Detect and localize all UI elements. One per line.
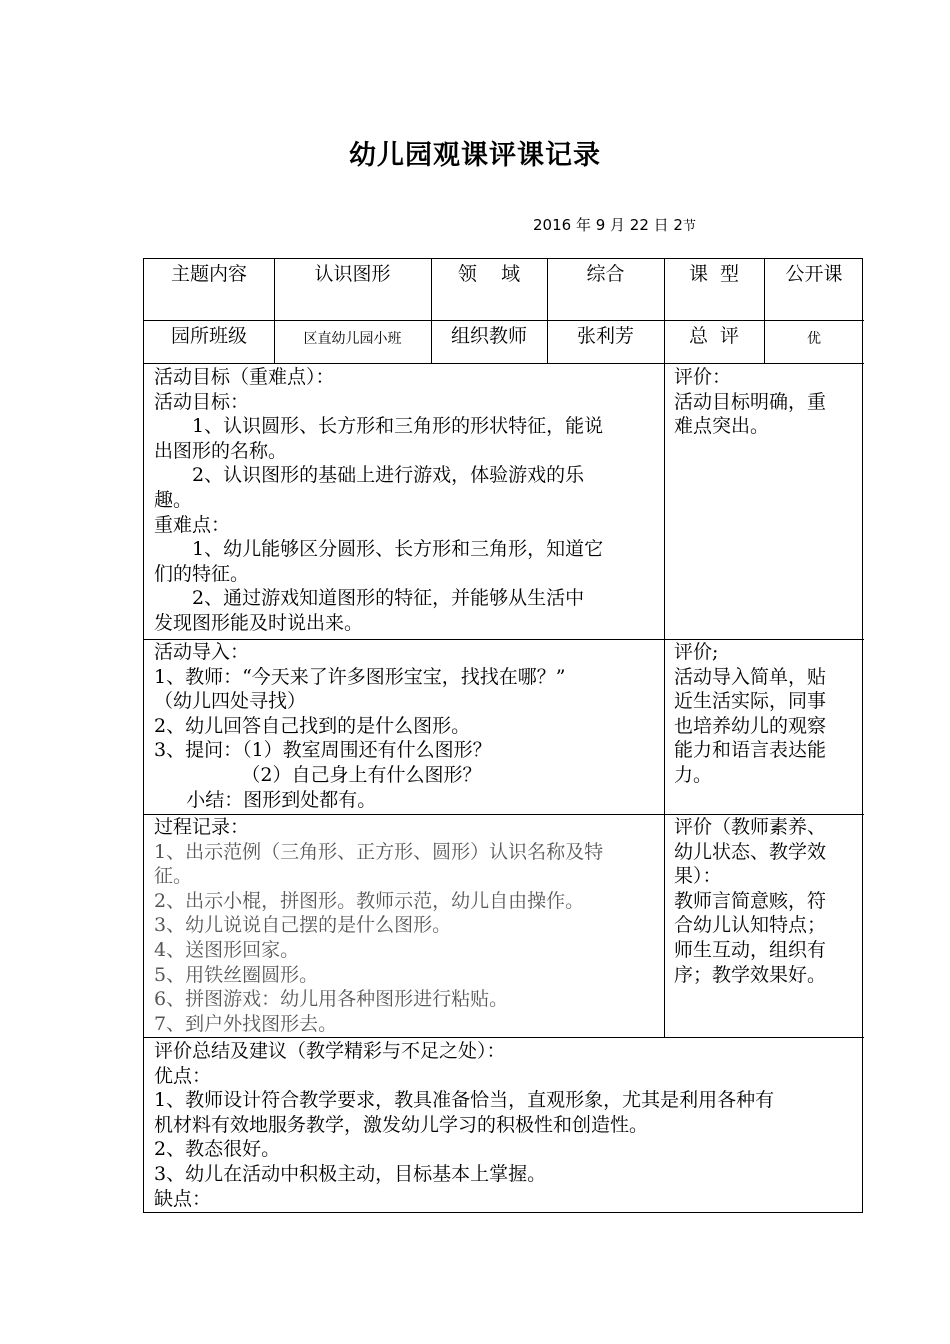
- eval-line: 合幼儿认知特点；: [674, 914, 827, 937]
- process-line: 1、出示范例（三角形、正方形、圆形）认识名称及特: [154, 840, 604, 863]
- keypoint-line: 们的特征。: [154, 562, 250, 585]
- process-section: [154, 815, 659, 1036]
- keypoints-subheading: 重难点：: [154, 513, 231, 536]
- intro-summary: 小结：图形到处都有。: [186, 788, 377, 811]
- eval-line: 教师言简意赅，符: [674, 889, 827, 912]
- pros-line: 3、幼儿在活动中积极主动，目标基本上掌握。: [154, 1162, 547, 1185]
- goals-evaluation: [674, 365, 860, 439]
- date-text: 2016 年 9 月 22 日 2: [533, 216, 683, 234]
- value-lesson-type: 公开课: [785, 263, 843, 285]
- date-line: [533, 214, 696, 235]
- intro-line: 1、教师：“今天来了许多图形宝宝，找找在哪？”: [154, 665, 566, 688]
- evaluation-table: [143, 258, 863, 1213]
- goals-subheading: 活动目标：: [154, 390, 250, 413]
- value-domain: 综合: [586, 263, 625, 285]
- eval-line: 力。: [674, 763, 713, 786]
- goal-line: 1、认识圆形、长方形和三角形的形状特征，能说: [192, 415, 604, 438]
- pros-line: 2、教态很好。: [154, 1138, 281, 1161]
- process-line: 4、送图形回家。: [154, 938, 300, 961]
- process-line: 5、用铁丝圈圆形。: [154, 963, 319, 986]
- summary-heading: 评价总结及建议（教学精彩与不足之处）：: [154, 1040, 506, 1062]
- eval-line: 幼儿状态、教学效: [674, 840, 827, 863]
- summary-section: [154, 1039, 859, 1211]
- process-line: 3、幼儿说说自己摆的是什么图形。: [154, 914, 452, 937]
- pros-label: 优点：: [154, 1064, 212, 1087]
- page-title: 幼儿园观课评课记录: [349, 140, 601, 171]
- label-teacher: 组织教师: [450, 325, 527, 347]
- value-class: 区直幼儿园小班: [303, 331, 402, 347]
- eval-line: 难点突出。: [674, 415, 770, 438]
- eval-line: 活动目标明确，重: [674, 390, 827, 413]
- label-overall: 总 评: [688, 325, 740, 347]
- pros-line: 机材料有效地服务教学，激发幼儿学习的积极性和创造性。: [154, 1113, 649, 1136]
- process-evaluation: [674, 815, 860, 987]
- process-line: 6、拼图游戏：幼儿用各种图形进行粘贴。: [154, 988, 509, 1011]
- date-suffix: 节: [682, 219, 696, 234]
- eval-line: 师生互动，组织有: [674, 938, 827, 961]
- process-line: 征。: [154, 865, 193, 888]
- value-topic: 认识图形: [314, 263, 391, 285]
- goals-heading: 活动目标（重难点）：: [154, 366, 335, 388]
- goal-line: 出图形的名称。: [154, 439, 288, 462]
- intro-line: 2、幼儿回答自己找到的是什么图形。: [154, 714, 471, 737]
- eval-line: 能力和语言表达能: [674, 739, 827, 762]
- label-topic: 主题内容: [170, 263, 247, 285]
- value-overall: 优: [807, 331, 821, 347]
- intro-line: 3、提问：（1）教室周围还有什么图形？: [154, 739, 492, 762]
- label-class: 园所班级: [170, 325, 247, 347]
- eval-line: 也培养幼儿的观察: [674, 714, 827, 737]
- eval-label: 评价：: [674, 366, 732, 388]
- process-heading: 过程记录：: [154, 816, 250, 838]
- eval-line: 评价（教师素养、: [674, 816, 827, 838]
- eval-line: 果）：: [674, 865, 722, 888]
- intro-line: （2）自己身上有什么图形？: [241, 763, 482, 786]
- intro-evaluation: [674, 640, 860, 788]
- pros-line: 1、教师设计符合教学要求，教具准备恰当，直观形象，尤其是利用各种有: [154, 1089, 775, 1112]
- value-teacher: 张利芳: [576, 325, 634, 347]
- label-lesson-type: 课 型: [688, 263, 740, 285]
- intro-section: [154, 640, 659, 812]
- cons-label: 缺点：: [154, 1187, 212, 1210]
- eval-line: 活动导入简单，贴: [674, 665, 827, 688]
- keypoint-line: 发现图形能及时说出来。: [154, 611, 364, 634]
- keypoint-line: 2、通过游戏知道图形的特征，并能够从生活中: [192, 587, 585, 610]
- process-line: 2、出示小棍，拼图形。教师示范，幼儿自由操作。: [154, 889, 585, 912]
- eval-line: 近生活实际，同事: [674, 690, 827, 713]
- goal-line: 2、认识图形的基础上进行游戏，体验游戏的乐: [192, 464, 585, 487]
- label-domain: 领 域: [457, 263, 521, 285]
- process-line: 7、到户外找图形去。: [154, 1012, 338, 1035]
- eval-line: 序；教学效果好。: [674, 963, 827, 986]
- intro-heading: 活动导入：: [154, 641, 250, 663]
- goal-line: 趣。: [154, 488, 193, 511]
- goals-section: [154, 365, 659, 636]
- keypoint-line: 1、幼儿能够区分圆形、长方形和三角形，知道它: [192, 538, 604, 561]
- eval-label: 评价;: [674, 641, 719, 663]
- intro-line: （幼儿四处寻找）: [154, 690, 307, 713]
